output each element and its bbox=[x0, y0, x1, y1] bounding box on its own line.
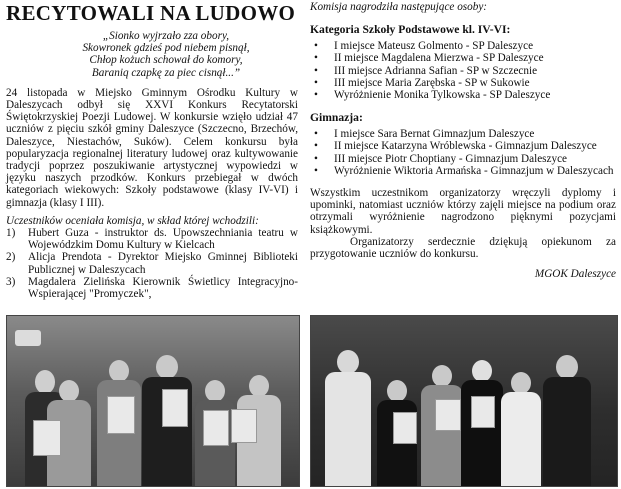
award-item bbox=[310, 40, 616, 52]
photo-group-gymnasium bbox=[310, 315, 618, 487]
bullet-icon: • bbox=[314, 164, 318, 177]
award-text: I miejsce Mateusz Golmento - SP Daleszyce bbox=[334, 40, 534, 53]
intro-paragraph: 24 listopada w Miejsko Gminnym Ośrodku Kultury w Daleszycach odbył się XXVI Konkurs Recytatorski Świętokrzyskiej Poezji Ludowej. W konkursie wzięło udział 47 uczniów z pięciu szkół gminy Daleszyce (Szczecno, Brzechów, Daleszyce, Niestachów, Suków). Celem konkursu była popularyzacja regionalnej literatury ludowej oraz kultywowanie tradycji poprzez poszukiwanie artystycznej wypowiedzi w języku naszych przodków. Konkurs przebiegał w dwóch kategoriach wiekowych: Szkoły podstawowe (klasy IV-VI) i gimnazja (klasy I III). bbox=[6, 86, 298, 209]
bullet-icon: • bbox=[314, 89, 318, 102]
person-figure bbox=[543, 355, 591, 487]
jury-member bbox=[6, 251, 298, 275]
award-item bbox=[310, 52, 616, 64]
person-figure bbox=[461, 360, 503, 487]
photo-group-primary bbox=[6, 315, 300, 487]
category-heading-gymnasium: Gimnazja: bbox=[310, 111, 363, 125]
article-title: RECYTOWALI NA LUDOWO bbox=[6, 1, 296, 25]
award-text: III miejsce Maria Zarębska - SP w Sukowie bbox=[334, 76, 530, 89]
award-text: Wyróżnienie Wiktoria Armańska - Gimnazjum w Daleszycach bbox=[334, 164, 614, 177]
award-item bbox=[310, 77, 616, 89]
bullet-icon: • bbox=[314, 52, 318, 65]
award-text: II miejsce Magdalena Mierzwa - SP Daleszyce bbox=[334, 52, 544, 65]
bullet-icon: • bbox=[314, 64, 318, 77]
bullet-icon: • bbox=[314, 40, 318, 53]
award-list-gymnasium bbox=[310, 128, 616, 177]
category-heading-primary: Kategoria Szkoły Podstawowe kl. IV-VI: bbox=[310, 23, 511, 37]
jury-heading: Uczestników oceniała komisja, w skład której wchodzili: bbox=[6, 214, 259, 227]
projector-shape bbox=[15, 330, 41, 346]
person-figure bbox=[195, 380, 235, 487]
person-figure bbox=[501, 372, 541, 487]
closing-paragraph: Wszystkim uczestnikom organizatorzy wręczyli dyplomy i upominki, natomiast uczniów którzy zajęli miejsce na podium oraz otrzymali wyróżnienie nagrodzono pięknymi pozycjami książkowymi. bbox=[310, 187, 616, 236]
jury-member bbox=[6, 227, 298, 251]
bullet-icon: • bbox=[314, 76, 318, 89]
poem-line: Skowronek gdzieś pod niebem pisnął, bbox=[82, 42, 250, 55]
poem-line: „Sionko wyjrzało zza obory, bbox=[102, 30, 230, 42]
award-item bbox=[310, 165, 616, 177]
jury-list bbox=[6, 227, 298, 300]
person-figure bbox=[47, 380, 91, 487]
right-column bbox=[310, 0, 616, 280]
jury-number: 1) bbox=[6, 227, 16, 240]
jury-number: 3) bbox=[6, 275, 16, 288]
bullet-icon: • bbox=[314, 152, 318, 165]
jury-text: Magdalera Zielińska Kierownik Świetlicy Integracyjno- Wspierającej "Promyczek", bbox=[28, 275, 298, 301]
award-item bbox=[310, 89, 616, 101]
poem-line: Baraniq czapkę za piec cisnął...” bbox=[91, 66, 241, 79]
award-text: III miejsce Adrianna Safian - SP w Szczecnie bbox=[334, 64, 538, 77]
signature: MGOK Daleszyce bbox=[534, 268, 616, 281]
award-text: III miejsce Piotr Choptiany - Gimnazjum Daleszyce bbox=[334, 152, 568, 165]
award-text: Wyróżnienie Monika Tylkowska - SP Daleszyce bbox=[334, 89, 551, 102]
person-figure bbox=[377, 380, 417, 487]
bullet-icon: • bbox=[314, 140, 318, 153]
award-list-primary bbox=[310, 40, 616, 101]
jury-text: Alicja Prendota - Dyrektor Miejsko Gminnej Biblioteki Publicznej w Daleszycach bbox=[28, 251, 298, 276]
award-item bbox=[310, 140, 616, 152]
thanks-paragraph: Organizatorzy serdecznie dziękują opiekunom za przygotowanie uczniów do konkursu. bbox=[310, 235, 616, 261]
bullet-icon: • bbox=[314, 128, 318, 141]
award-text: II miejsce Katarzyna Wróblewska - Gimnazjum Daleszyce bbox=[334, 140, 597, 153]
award-item bbox=[310, 65, 616, 77]
jury-text: Hubert Guza - instruktor ds. Upowszechniania teatru w Wojewódzkim Domu Kultury w Kielcach bbox=[28, 227, 298, 252]
left-column bbox=[6, 0, 298, 300]
awards-intro: Komisja nagrodziła następujące osoby: bbox=[310, 1, 488, 13]
person-figure bbox=[142, 355, 192, 487]
person-figure bbox=[237, 375, 281, 487]
award-item bbox=[310, 153, 616, 165]
poem-quote bbox=[34, 30, 298, 79]
person-figure bbox=[97, 360, 141, 487]
person-figure bbox=[421, 365, 463, 487]
poem-line: Chłop kożuch schował do komory, bbox=[89, 54, 243, 67]
person-figure bbox=[325, 350, 371, 487]
award-text: I miejsce Sara Bernat Gimnazjum Daleszyce bbox=[334, 128, 535, 141]
jury-number: 2) bbox=[6, 251, 16, 264]
award-item bbox=[310, 128, 616, 140]
jury-member bbox=[6, 276, 298, 300]
